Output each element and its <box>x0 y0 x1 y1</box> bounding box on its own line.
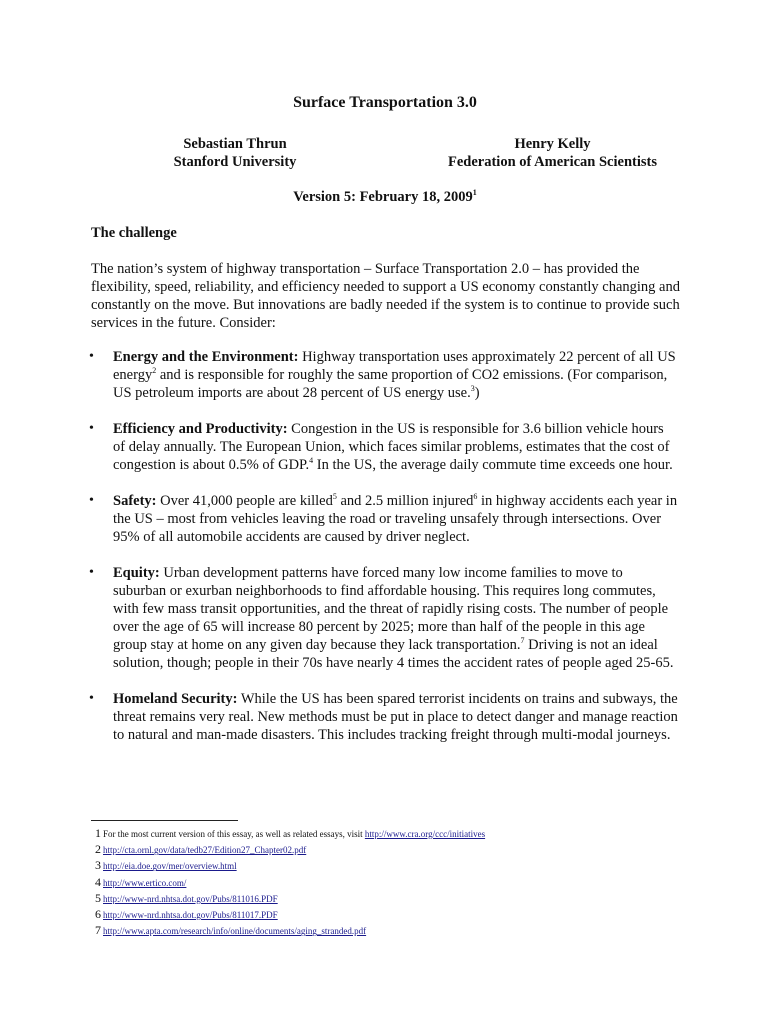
challenge-item <box>0 564 678 672</box>
footnote-link[interactable]: http://www-nrd.nhtsa.dot.gov/Pubs/811017.PDF <box>103 910 278 921</box>
challenge-item <box>0 492 678 546</box>
challenge-item-text: Highway transportation uses approximately 22 percent of all US energy <box>113 349 676 383</box>
footnote-divider <box>91 820 238 821</box>
footnote-link[interactable]: http://www.ertico.com/ <box>103 877 187 888</box>
footnote <box>95 826 735 842</box>
footnote-ref[interactable]: 2 <box>152 366 157 376</box>
challenge-item-text: and 2.5 million injured <box>336 493 474 509</box>
bullet-dot-icon: • <box>89 493 94 508</box>
bullet-dot-icon: • <box>89 349 94 364</box>
bullet-dot-icon: • <box>89 565 94 580</box>
challenge-list <box>0 348 770 762</box>
challenge-item-text: Over 41,000 people are killed <box>156 493 333 509</box>
author-1-name: Sebastian Thrun <box>183 136 287 152</box>
footnote-link[interactable]: http://www-nrd.nhtsa.dot.gov/Pubs/811016.PDF <box>103 893 278 904</box>
footnote-number: 1 <box>95 826 101 840</box>
footnote-link[interactable]: http://www.apta.com/research/info/online/documents/aging_stranded.pdf <box>103 926 367 937</box>
challenge-item-text: ) <box>474 385 480 401</box>
challenge-item-title: Equity: <box>113 565 160 581</box>
challenge-item-text: While the US has been spared terrorist incidents on trains and subways, the threat remains very real. New methods must be put in place to detect danger and manage reaction to natural and man-made disasters. This includes tracking freight through multi-modal journeys. <box>113 691 678 743</box>
footnote-ref[interactable]: 3 <box>470 384 475 394</box>
footnote-ref[interactable]: 5 <box>332 492 337 502</box>
author-1 <box>150 135 320 171</box>
challenge-item-text: and is responsible for roughly the same proportion of CO2 emissions. (For comparison, US petroleum imports are about 28 percent of US energy use. <box>113 367 668 401</box>
footnote-link[interactable]: http://www.cra.org/ccc/initiatives <box>364 829 486 839</box>
challenge-item-text: Driving is not an ideal solution, though; people in their 70s have nearly 4 times the accident rates of people aged 25-65. <box>113 637 674 671</box>
version-line <box>0 188 770 206</box>
challenge-item-title: Homeland Security: <box>113 691 238 707</box>
footnote-text: For the most current version of this essay, as well as related essays, visit <box>103 829 365 839</box>
author-2-affiliation: Federation of American Scientists <box>447 154 657 170</box>
footnote-ref[interactable]: 7 <box>520 636 525 646</box>
challenge-item-text: Urban development patterns have forced many low income families to move to suburban or exurban neighborhoods to find affordable housing. This requires long commutes, with few mass transit opportunities, and the threat of rapidly rising costs. The number of people over the age of 65 will increase 80 percent by 2025; more than half of the people in this age group stay at home on any given day because they lack transportation. <box>113 565 669 653</box>
footnote-number: 4 <box>95 874 101 889</box>
bullet-dot-icon: • <box>89 421 94 436</box>
footnote-number: 6 <box>95 907 101 922</box>
challenge-item <box>0 420 678 474</box>
footnote-ref[interactable]: 6 <box>473 492 478 502</box>
challenge-item <box>0 690 678 744</box>
author-1-affiliation: Stanford University <box>173 154 297 170</box>
paper-title: Surface Transportation 3.0 <box>293 94 477 111</box>
challenge-item-title: Efficiency and Productivity: <box>113 421 288 437</box>
footnote <box>95 858 735 874</box>
footnote-link[interactable]: http://eia.doe.gov/mer/overview.html <box>103 861 237 872</box>
footnote-number: 5 <box>95 890 101 905</box>
challenge-item-title: Energy and the Environment: <box>113 349 299 365</box>
challenge-item-text: in highway accidents each year in the US – most from vehicles leaving the road or traveling unsafely through intersections. Over 95% of all automobile accidents are caused by driver neglect. <box>113 493 678 545</box>
footnote-link[interactable]: http://cta.ornl.gov/data/tedb27/Edition27_Chapter02.pdf <box>103 845 307 856</box>
version-text: Version 5: February 18, 2009 <box>293 189 473 205</box>
intro-paragraph: The nation’s system of highway transportation – Surface Transportation 2.0 – has provided the flexibility, speed, reliability, and efficiency needed to support a US economy constantly changing and constantly on the move. But innovations are badly needed if the system is to continue to provide such services in the future. Consider: <box>91 261 680 331</box>
footnote <box>95 923 735 939</box>
version-footnote-ref[interactable]: 1 <box>472 188 477 198</box>
footnote-number: 7 <box>95 923 101 938</box>
footnote-ref[interactable]: 4 <box>309 456 314 466</box>
footnote <box>95 891 735 907</box>
author-2-name: Henry Kelly <box>514 136 591 152</box>
footnote <box>95 907 735 923</box>
footnote <box>95 842 735 858</box>
challenge-item-text: In the US, the average daily commute time exceeds one hour. <box>313 457 673 473</box>
footnote-number: 3 <box>95 858 101 873</box>
author-2 <box>430 135 675 171</box>
footnotes <box>95 826 735 939</box>
section-heading: The challenge <box>91 225 177 241</box>
challenge-item <box>0 348 678 402</box>
footnote <box>95 875 735 891</box>
footnote-number: 2 <box>95 842 101 857</box>
bullet-dot-icon: • <box>89 691 94 706</box>
challenge-item-text: Congestion in the US is responsible for 3.6 billion vehicle hours of delay annually. The European Union, which faces similar problems, estimates that the cost of congestion is about 0.5% of GDP. <box>113 421 670 473</box>
challenge-item-title: Safety: <box>113 493 157 509</box>
